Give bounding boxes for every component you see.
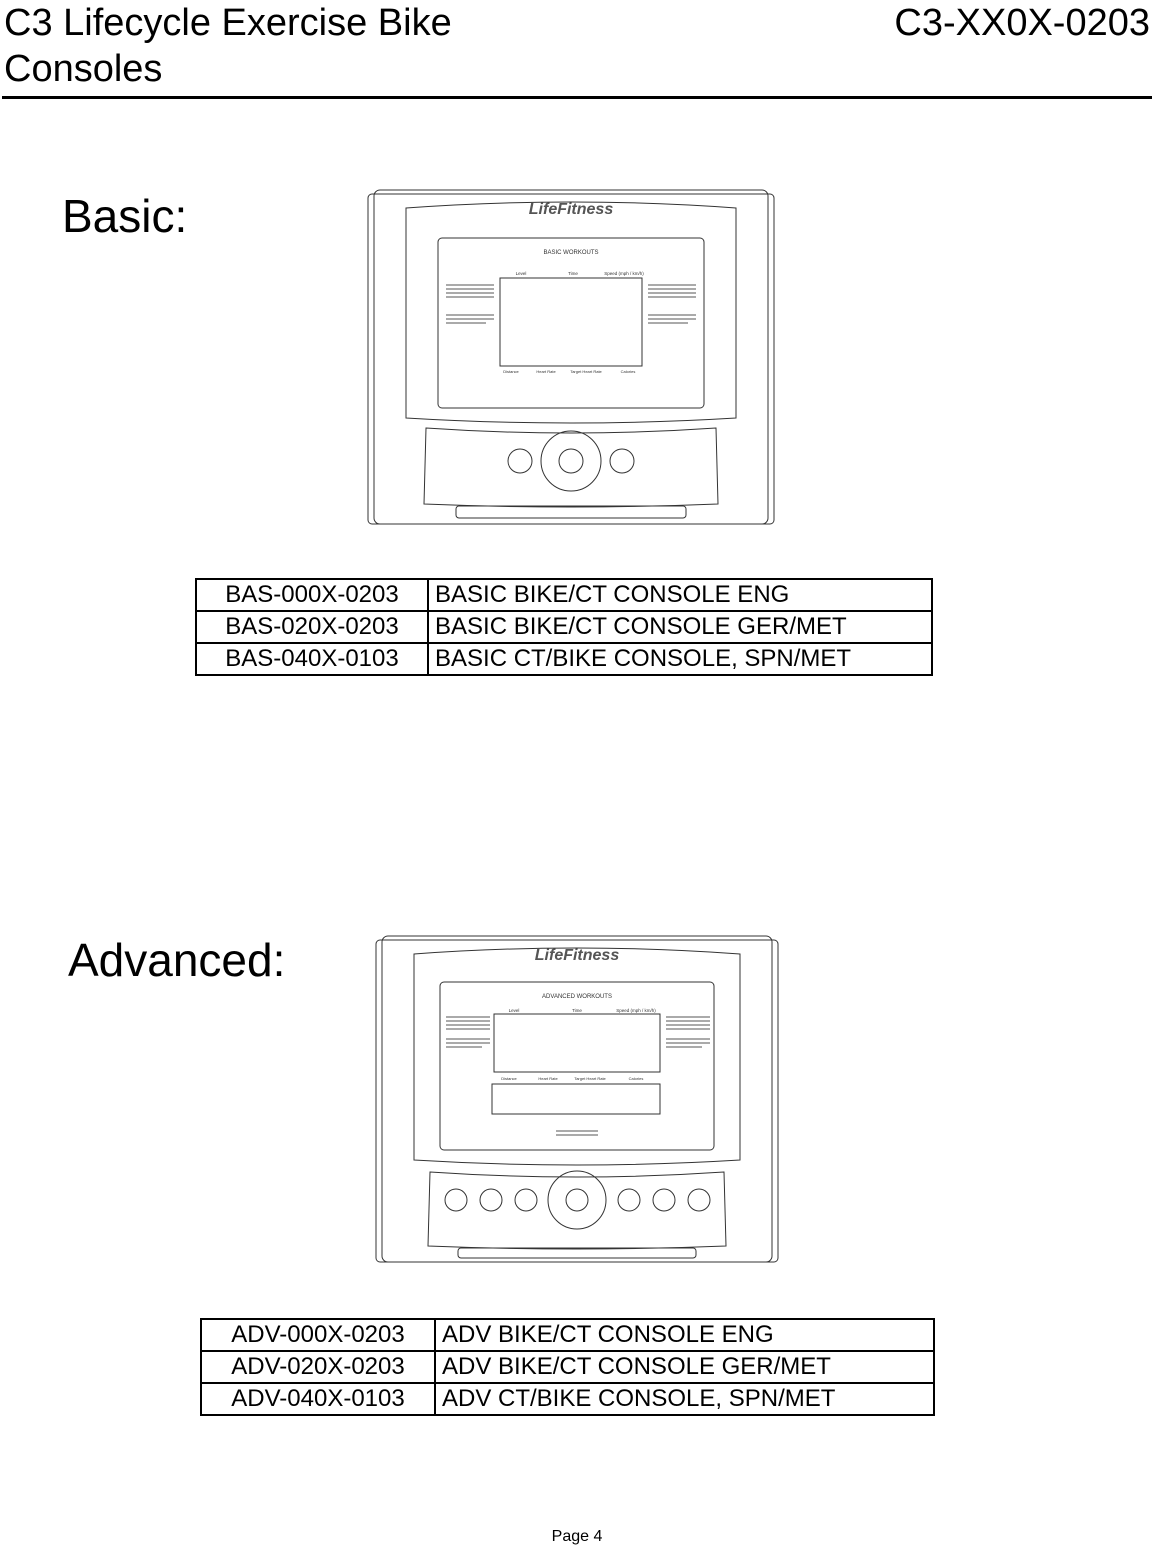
header-rule [2, 96, 1152, 99]
part-number: BAS-000X-0203 [196, 579, 428, 611]
basic-parts-table [195, 578, 933, 676]
advanced-label-time: Time [572, 1008, 582, 1013]
basic-screen-title: BASIC WORKOUTS [543, 250, 599, 256]
advanced-console-drawing [374, 934, 780, 1266]
advanced-label-heart-rate: Heart Rate [538, 1076, 558, 1081]
document-title [4, 0, 452, 92]
table-row [196, 579, 932, 611]
title-line-2: Consoles [4, 48, 163, 90]
advanced-label-target-hr: Target Heart Rate [574, 1076, 606, 1081]
part-number: BAS-020X-0203 [196, 611, 428, 643]
basic-label-calories: Calories [620, 369, 636, 374]
basic-label-distance: Distance [503, 369, 519, 374]
part-description: ADV BIKE/CT CONSOLE GER/MET [435, 1351, 934, 1383]
table-row [201, 1319, 934, 1351]
part-description: ADV BIKE/CT CONSOLE ENG [435, 1319, 934, 1351]
part-number: ADV-000X-0203 [201, 1319, 435, 1351]
title-line-1: C3 Lifecycle Exercise Bike [4, 2, 452, 44]
document-number: C3-XX0X-0203 [894, 2, 1150, 44]
part-number: BAS-040X-0103 [196, 643, 428, 675]
basic-label-time: Time [568, 271, 578, 276]
basic-console-drawing [366, 188, 776, 528]
part-description: BASIC BIKE/CT CONSOLE ENG [428, 579, 932, 611]
page-number: Page 4 [551, 1528, 603, 1545]
table-row [201, 1351, 934, 1383]
table-row [201, 1383, 934, 1415]
advanced-screen-title: ADVANCED WORKOUTS [542, 994, 612, 1000]
basic-label-level: Level [515, 271, 527, 276]
part-description: BASIC CT/BIKE CONSOLE, SPN/MET [428, 643, 932, 675]
part-description: ADV CT/BIKE CONSOLE, SPN/MET [435, 1383, 934, 1415]
basic-label-heart-rate: Heart Rate [536, 369, 556, 374]
advanced-label-speed: Speed (mph / km/h) [616, 1008, 656, 1013]
table-row [196, 611, 932, 643]
advanced-label-calories: Calories [628, 1076, 644, 1081]
basic-section-label: Basic: [62, 190, 188, 242]
advanced-section-label: Advanced: [68, 934, 286, 986]
part-number: ADV-020X-0203 [201, 1351, 435, 1383]
part-number: ADV-040X-0103 [201, 1383, 435, 1415]
basic-brand-logo: LifeFitness [528, 201, 614, 218]
advanced-parts-table [200, 1318, 935, 1416]
advanced-label-distance: Distance [501, 1076, 517, 1081]
advanced-label-level: Level [508, 1008, 520, 1013]
table-row [196, 643, 932, 675]
basic-label-target-hr: Target Heart Rate [570, 369, 602, 374]
part-description: BASIC BIKE/CT CONSOLE GER/MET [428, 611, 932, 643]
basic-label-speed: Speed (mph / km/h) [604, 271, 644, 276]
advanced-brand-logo: LifeFitness [534, 947, 620, 964]
